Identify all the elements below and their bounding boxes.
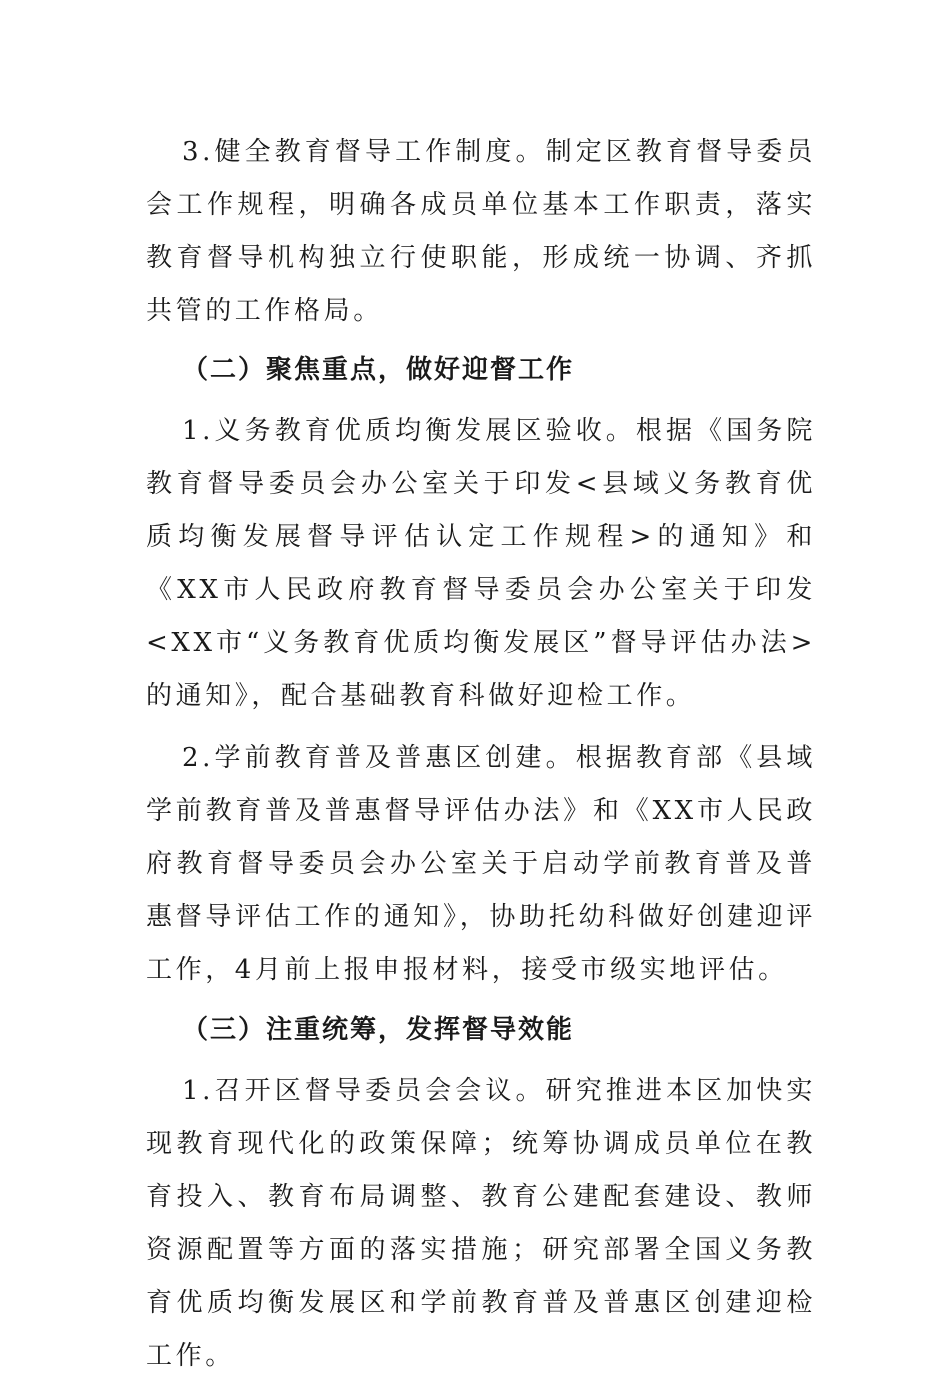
document-body <box>146 126 816 1391</box>
section-heading-2: （二）聚焦重点，做好迎督工作 <box>182 355 575 385</box>
section-heading-3: （三）注重统筹，发挥督导效能 <box>182 1015 575 1045</box>
paragraph-preschool-education: 2.学前教育普及普惠区创建。根据教育部《县域学前教育普及普惠督导评估办法》和《XX市人民政府教育督导委员会办公室关于启动学前教育普及普惠督导评估工作的通知》，协助托幼科做好创建迎评工作，4月前上报申报材料，接受市级实地评估。 <box>146 743 816 985</box>
paragraph-compulsory-education: 1.义务教育优质均衡发展区验收。根据《国务院教育督导委员会办公室关于印发<县域义务教育优质均衡发展督导评估认定工作规程>的通知》和《XX市人民政府教育督导委员会办公室关于印发<XX市“义务教育优质均衡发展区”督导评估办法>的通知》，配合基础教育科做好迎检工作。 <box>146 416 816 711</box>
paragraph-committee-meeting: 1.召开区督导委员会会议。研究推进本区加快实现教育现代化的政策保障；统筹协调成员单位在教育投入、教育布局调整、教育公建配套建设、教师资源配置等方面的落实措施；研究部署全国义务教育优质均衡发展区和学前教育普及普惠区创建迎检工作。 <box>146 1076 816 1371</box>
paragraph-work-system: 3.健全教育督导工作制度。制定区教育督导委员会工作规程，明确各成员单位基本工作职责，落实教育督导机构独立行使职能，形成统一协调、齐抓共管的工作格局。 <box>146 137 816 326</box>
